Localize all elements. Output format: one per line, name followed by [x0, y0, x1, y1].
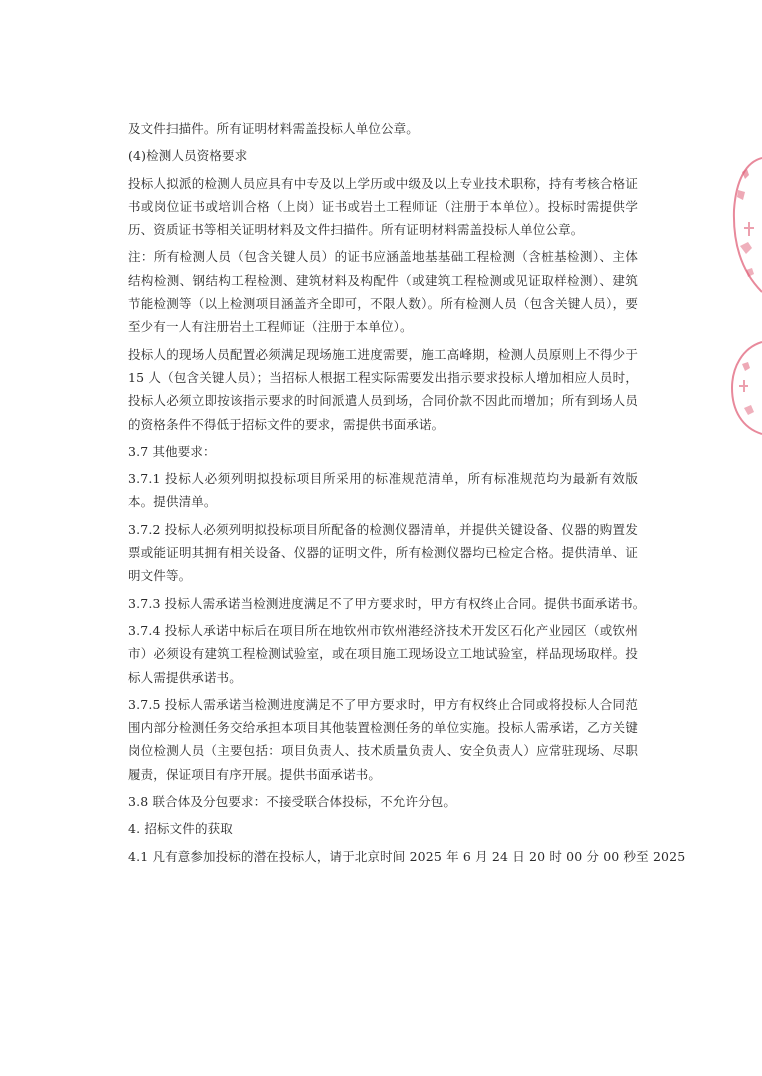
- seal-stamp-top: [724, 150, 762, 300]
- seal-stamp-bottom: [724, 338, 762, 438]
- text-line: 3.7.1 投标人必须列明拟投标项目所采用的标准规范清单，所有标准规范均为最新有效版: [128, 471, 638, 487]
- text-line: 3.7.2 投标人必须列明拟投标项目所配备的检测仪器清单，并提供关键设备、仪器的购置发: [128, 521, 638, 537]
- text-line: 明文件等。: [128, 568, 192, 584]
- text-line: 结构检测、钢结构工程检测、建筑材料及构配件（或建筑工程检测或见证取样检测）、建筑: [128, 272, 638, 288]
- text-line: 岗位检测人员（主要包括：项目负责人、技术质量负责人、安全负责人）应常驻现场、尽职: [128, 743, 638, 759]
- text-line: 投标人必须立即按该指示要求的时间派遣人员到场，合同价款不因此而增加；所有到场人员: [128, 393, 638, 409]
- section-heading: 3.7 其他要求：: [128, 443, 216, 459]
- text-line: 及文件扫描件。所有证明材料需盖投标人单位公章。: [128, 121, 419, 136]
- text-line: 3.7.4 投标人承诺中标后在项目所在地钦州市钦州港经济技术开发区石化产业园区（或钦州: [128, 622, 638, 638]
- text-line: 投标人拟派的检测人员应具有中专及以上学历或中级及以上专业技术职称，持有考核合格证: [128, 175, 638, 191]
- text-line: 4.1 凡有意参加投标的潜在投标人，请于北京时间 2025 年 6 月 24 日 20 时 00 分 00 秒至 2025: [128, 848, 686, 864]
- text-line: 3.7.3 投标人需承诺当检测进度满足不了甲方要求时，甲方有权终止合同。提供书面承诺书。: [128, 595, 646, 611]
- text-line: 3.7.5 投标人需承诺当检测进度满足不了甲方要求时，甲方有权终止合同或将投标人合同范: [128, 696, 638, 712]
- text-line: 投标人的现场人员配置必须满足现场施工进度需要，施工高峰期，检测人员原则上不得少于: [128, 346, 638, 362]
- text-line: 的资格条件不得低于招标文件的要求，需提供书面承诺。: [128, 416, 445, 432]
- text-line: 历、资质证书等相关证明材料及文件扫描件。所有证明材料需盖投标人单位公章。: [128, 222, 584, 238]
- text-line: 市）必须设有建筑工程检测试验室，或在项目施工现场设立工地试验室，样品现场取样。投: [128, 646, 638, 662]
- text-line: 票或能证明其拥有相关设备、仪器的证明文件，所有检测仪器均已检定合格。提供清单、证: [128, 545, 638, 561]
- text-line: 围内部分检测任务交给承担本项目其他装置检测任务的单位实施。投标人需承诺，乙方关键: [128, 720, 638, 736]
- text-line: 3.8 联合体及分包要求：不接受联合体投标，不允许分包。: [128, 794, 457, 810]
- section-heading: 4. 招标文件的获取: [128, 821, 233, 837]
- text-line: 标人需提供承诺书。: [128, 669, 242, 685]
- text-line: 15 人（包含关键人员）；当招标人根据工程实际需要发出指示要求投标人增加相应人员时，: [128, 369, 638, 385]
- document-body: [128, 117, 686, 868]
- text-line: 节能检测等（以上检测项目涵盖齐全即可，不限人数）。所有检测人员（包含关键人员），要: [128, 296, 638, 312]
- text-line: 至少有一人有注册岩土工程师证（注册于本单位）。: [128, 319, 413, 335]
- text-line: 书或岗位证书或培训合格（上岗）证书或岩土工程师证（注册于本单位）。投标时需提供学: [128, 198, 638, 214]
- text-line: 本。提供清单。: [128, 494, 217, 510]
- text-line: 注：所有检测人员（包含关键人员）的证书应涵盖地基基础工程检测（含桩基检测）、主体: [128, 249, 638, 265]
- text-line: 履责，保证项目有序开展。提供书面承诺书。: [128, 766, 382, 782]
- section-heading: (4)检测人员资格要求: [128, 148, 248, 164]
